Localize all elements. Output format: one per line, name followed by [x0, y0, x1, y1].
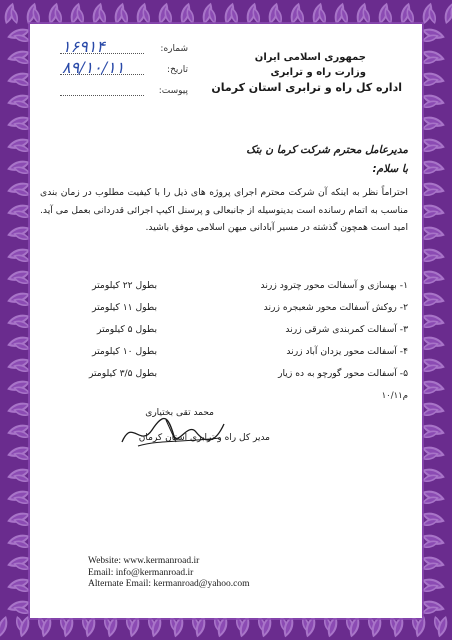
signatory-title: مدیر کل راه و ترابری استان کرمان [138, 433, 270, 443]
attachment-field [38, 80, 188, 101]
letter-body: احتراماً نظر به اینکه آن شرکت محترم اجرای پروژه های ذیل را با کیفیت مطلوب در زمان بندی مناسب به اتمام رسانده است بدینوسیله از جانبعالی و پرسنل اکیپ اجرائی قدردانی بعمل می آید. امید است همچون گذشته در مسیر آبادانی میهن اسلامی موفق باشید. [40, 187, 408, 233]
contact-footer [88, 556, 328, 591]
project-length: بطول ۱۱ کیلومتر [92, 302, 157, 313]
republic-title: جمهوری اسلامی ایران [254, 52, 366, 63]
website-line: Website: www.kermanroad.ir [88, 556, 200, 566]
project-item [42, 280, 408, 302]
attachment-line [60, 95, 144, 96]
project-length: بطول ۱۰ کیلومتر [92, 346, 157, 357]
project-length: بطول ۳/۵ کیلومتر [88, 368, 157, 379]
date-value: ۸۹/۱۰/۱۱ [62, 58, 125, 77]
date-label: تاریخ: [167, 65, 188, 75]
handwritten-signature [118, 412, 228, 452]
project-list [42, 280, 408, 390]
number-label: شماره: [160, 44, 188, 54]
alternate-email-line: Alternate Email: kermanroad@yahoo.com [88, 579, 250, 589]
project-item [42, 368, 408, 390]
handwritten-note: م۱۰/۱۱ [381, 391, 408, 401]
project-name: ۲- روکش آسفالت محور شعبجره زرند [263, 302, 408, 313]
project-name: ۱- بهسازی و آسفالت محور چترود زرند [260, 280, 408, 291]
project-item [42, 324, 408, 346]
recipient-line: مدیرعامل محترم شرکت کرما ن بتک [246, 144, 408, 156]
office-title: اداره کل راه و ترابری استان کرمان [211, 81, 402, 94]
letterhead-titles [192, 50, 402, 96]
number-field [38, 38, 188, 59]
letter-sheet [30, 24, 422, 618]
signatory-name: محمد تقی بختیاری [145, 408, 214, 418]
number-value: ۱۶۹۱۴ [62, 37, 105, 56]
project-name: ۳- آسفالت کمربندی شرقی زرند [285, 324, 408, 335]
project-item [42, 302, 408, 324]
project-name: ۴- آسفالت محور یزدان آباد زرند [286, 346, 408, 357]
project-item [42, 346, 408, 368]
reference-fields [38, 38, 188, 101]
project-length: بطول ۵ کیلومتر [97, 324, 157, 335]
greeting-line: با سلام: [372, 163, 408, 175]
project-name: ۵- آسفالت محور گورچو به ده زیار [278, 368, 408, 379]
email-line: Email: info@kermanroad.ir [88, 567, 194, 578]
attachment-label: پیوست: [158, 86, 188, 96]
date-field [38, 59, 188, 80]
project-length: بطول ۲۲ کیلومتر [92, 280, 157, 291]
ministry-title: وزارت راه و ترابری [270, 67, 366, 78]
